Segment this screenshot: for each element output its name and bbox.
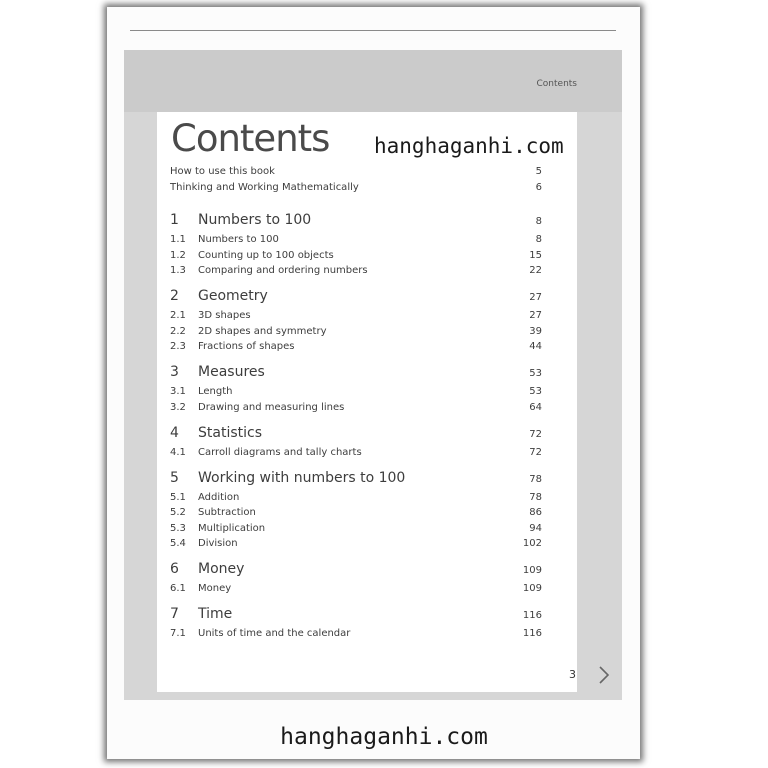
toc-chapter-row-page: 27 [529, 292, 542, 303]
toc-section-row-title: 3D shapes [198, 310, 251, 321]
toc-chapter-row-page: 78 [529, 473, 542, 485]
toc-chapter-row-number: 1 [170, 212, 179, 228]
toc-chapter-row-title: Working with numbers to 100 [198, 469, 406, 486]
chevron-right-icon[interactable] [596, 665, 612, 685]
toc-section-row-title: Addition [198, 491, 240, 503]
toc-section-row[interactable] [170, 507, 542, 521]
toc-chapter-row-title: Time [198, 606, 233, 622]
toc-chapter-row-page: 109 [522, 565, 542, 576]
toc-chapter-row-number: 4 [170, 424, 179, 441]
toc-section-row-page: 53 [529, 386, 542, 397]
toc-chapter-row-page: 72 [529, 428, 542, 440]
toc-section-row-number: 3.1 [170, 386, 186, 397]
toc-chapter-row-title: Geometry [198, 288, 268, 304]
toc-section-row-title: Comparing and ordering numbers [198, 265, 368, 276]
toc-section-row-title: Multiplication [198, 522, 266, 534]
toc-section-row-number: 6.1 [170, 583, 186, 594]
toc-section-row-title: Numbers to 100 [198, 234, 279, 245]
toc-section-row-page: 116 [522, 628, 542, 639]
toc-section-row-number: 2.1 [170, 310, 186, 321]
toc-section-row-page: 72 [529, 446, 542, 458]
toc-section-row-title: Length [198, 386, 233, 397]
toc-section-row[interactable] [170, 523, 542, 537]
toc-intro-row-title: Thinking and Working Mathematically [170, 181, 359, 193]
toc-section-row-page: 8 [535, 234, 542, 245]
toc-chapter-row-title: Numbers to 100 [198, 212, 312, 228]
toc-section-row[interactable] [170, 250, 542, 264]
toc-chapter-row-title: Statistics [198, 424, 262, 441]
toc-intro-row[interactable] [170, 166, 542, 180]
toc-intro-row[interactable] [170, 182, 542, 196]
toc-section-row-number: 2.3 [170, 341, 186, 352]
watermark-top: hanghaganhi.com [374, 134, 564, 158]
toc-section-row-page: 109 [522, 583, 542, 594]
toc-section-row-page: 27 [529, 310, 542, 321]
toc-chapter-row-page: 8 [535, 216, 542, 227]
toc-section-row-page: 15 [529, 249, 542, 261]
toc-section-row-title: Units of time and the calendar [198, 628, 351, 639]
page-number: 3 [569, 668, 576, 681]
toc-chapter-row[interactable] [170, 424, 542, 442]
toc-intro-row-title: How to use this book [170, 166, 275, 177]
toc-chapter-row-number: 2 [170, 288, 179, 304]
toc-chapter-row-number: 7 [170, 606, 179, 622]
toc-section-row-page: 86 [529, 507, 542, 518]
toc-section-row-title: Money [198, 583, 232, 594]
toc-section-row[interactable] [170, 492, 542, 506]
toc-chapter-row[interactable] [170, 288, 542, 305]
toc-chapter-row[interactable] [170, 561, 542, 578]
toc-section-row-page: 94 [529, 522, 542, 534]
toc-section-row-title: Subtraction [198, 507, 256, 518]
toc-chapter-row-page: 53 [529, 368, 542, 379]
toc-chapter-row[interactable] [170, 364, 542, 381]
toc-section-row[interactable] [170, 341, 542, 355]
toc-section-row-page: 64 [529, 401, 542, 413]
toc-section-row[interactable] [170, 310, 542, 324]
page-title: Contents [171, 117, 330, 160]
toc-section-row[interactable] [170, 386, 542, 400]
toc-section-row-page: 44 [529, 341, 542, 352]
toc-section-row-number: 7.1 [170, 628, 186, 639]
toc-chapter-row-number: 5 [170, 469, 179, 486]
toc-section-row-number: 1.1 [170, 234, 186, 245]
toc-section-row-page: 39 [529, 325, 542, 337]
toc-chapter-row[interactable] [170, 606, 542, 623]
running-header: Contents [536, 79, 577, 89]
toc-intro-row-page: 6 [535, 181, 542, 193]
toc-chapter-row-number: 3 [170, 364, 179, 380]
toc-chapter-row[interactable] [170, 212, 542, 229]
toc-section-row-title: Counting up to 100 objects [198, 249, 334, 261]
toc-section-row[interactable] [170, 326, 542, 340]
toc-section-row-title: Division [198, 538, 238, 549]
toc-intro-row-page: 5 [535, 166, 542, 177]
toc-chapter-row[interactable] [170, 469, 542, 487]
toc-section-row-number: 5.2 [170, 507, 186, 518]
toc-section-row-number: 3.2 [170, 401, 186, 413]
toc-chapter-row-title: Money [198, 561, 245, 577]
toc-section-row-number: 4.1 [170, 446, 186, 458]
toc-section-row[interactable] [170, 538, 542, 552]
toc-section-row[interactable] [170, 447, 542, 461]
toc-section-row-title: Fractions of shapes [198, 341, 295, 352]
toc-section-row-title: 2D shapes and symmetry [198, 325, 327, 337]
toc-section-row[interactable] [170, 402, 542, 416]
toc-section-row-number: 1.2 [170, 249, 186, 261]
toc-section-row[interactable] [170, 234, 542, 248]
toc-section-row-number: 1.3 [170, 265, 186, 276]
toc-section-row-number: 5.1 [170, 491, 186, 503]
toc-chapter-row-title: Measures [198, 364, 265, 380]
toc-section-row-number: 5.4 [170, 538, 186, 549]
toc-section-row-page: 22 [529, 265, 542, 276]
toc-section-row-title: Drawing and measuring lines [198, 401, 345, 413]
toc-section-row[interactable] [170, 265, 542, 279]
toc-section-row-page: 102 [522, 538, 542, 549]
toc-section-row-number: 5.3 [170, 522, 186, 534]
toc-section-row-page: 78 [529, 491, 542, 503]
toc-section-row-title: Carroll diagrams and tally charts [198, 446, 362, 458]
toc-section-row-number: 2.2 [170, 325, 186, 337]
watermark-bottom: hanghaganhi.com [280, 724, 488, 750]
toc-section-row[interactable] [170, 628, 542, 642]
toc-chapter-row-number: 6 [170, 561, 179, 577]
toc-chapter-row-page: 116 [522, 610, 542, 621]
toc-section-row[interactable] [170, 583, 542, 597]
